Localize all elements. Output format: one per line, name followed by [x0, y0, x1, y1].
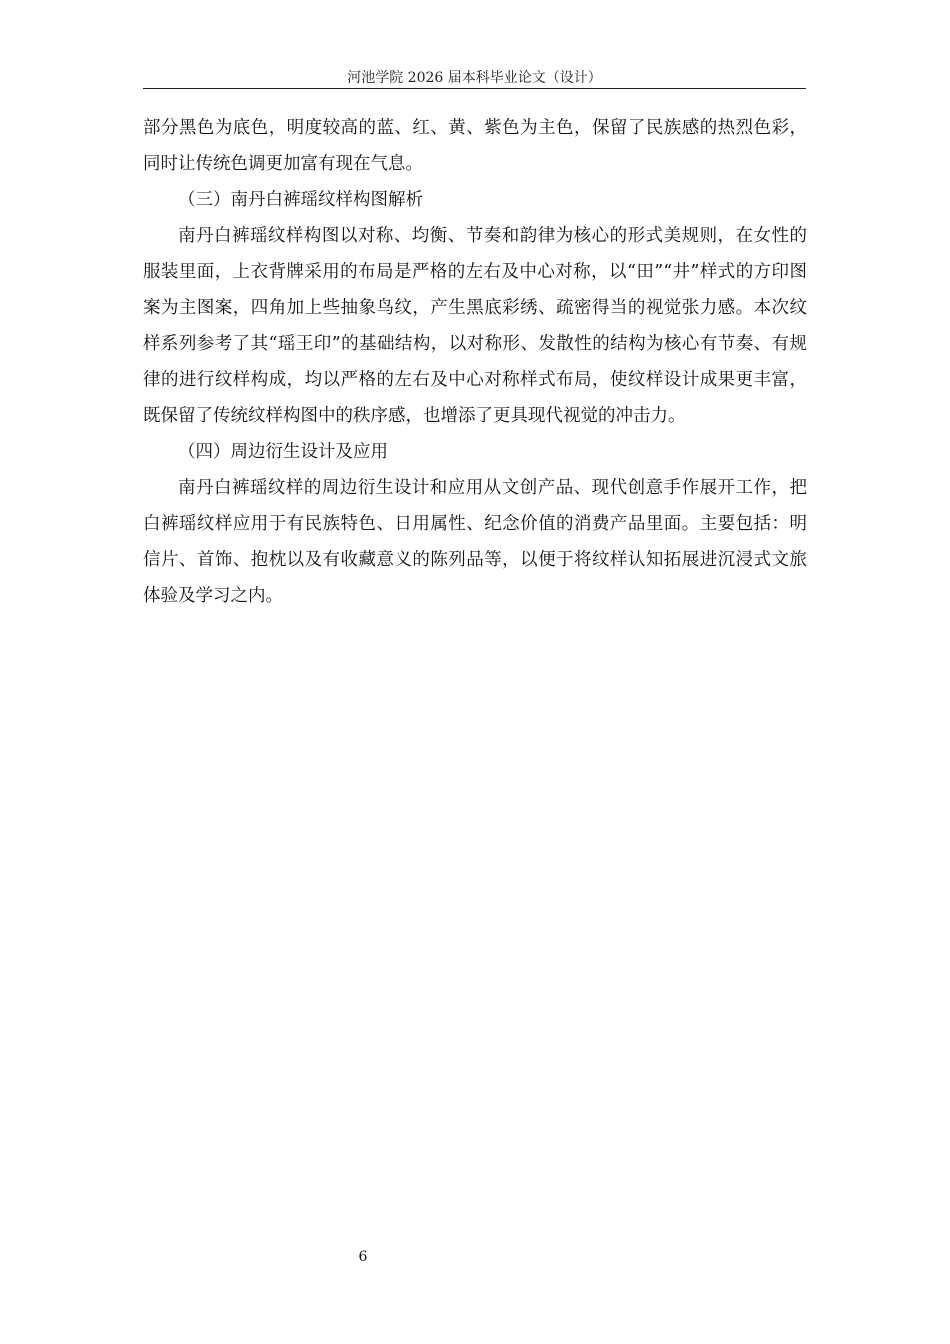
- paragraph-composition: 南丹白裤瑶纹样构图以对称、均衡、节奏和韵律为核心的形式美规则，在女性的服装里面，上衣背牌采用的布局是严格的左右及中心对称，以“田”“井”样式的方印图案为主图案，四角加上些抽象鸟纹，产生黑底彩绣、疏密得当的视觉张力感。本次纹样系列参考了其“瑶王印”的基础结构，以对称形、发散性的结构为核心有节奏、有规律的进行纹样构成，均以严格的左右及中心对称样式布局，使纹样设计成果更丰富，既保留了传统纹样构图中的秩序感，也增添了更具现代视觉的冲击力。: [143, 226, 807, 426]
- paragraph-derivative-design: 南丹白裤瑶纹样的周边衍生设计和应用从文创产品、现代创意手作展开工作，把白裤瑶纹样应用于有民族特色、日用属性、纪念价值的消费产品里面。主要包括：明信片、首饰、抱枕以及有收藏意义的陈列品等，以便于将纹样认知拓展进沉浸式文旅体验及学习之内。: [143, 478, 807, 606]
- section-heading-3: （三）南丹白裤瑶纹样构图解析: [178, 190, 423, 210]
- body-text: [143, 110, 807, 614]
- page-header: 河池学院 2026 届本科毕业论文（设计）: [347, 70, 602, 86]
- paragraph-continuation: 部分黑色为底色，明度较高的蓝、红、黄、紫色为主色，保留了民族感的热烈色彩，同时让传统色调更加富有现在气息。: [143, 118, 807, 174]
- page-number: 6: [358, 1249, 368, 1265]
- header-rule: [143, 88, 806, 89]
- section-heading-4: （四）周边衍生设计及应用: [178, 442, 388, 462]
